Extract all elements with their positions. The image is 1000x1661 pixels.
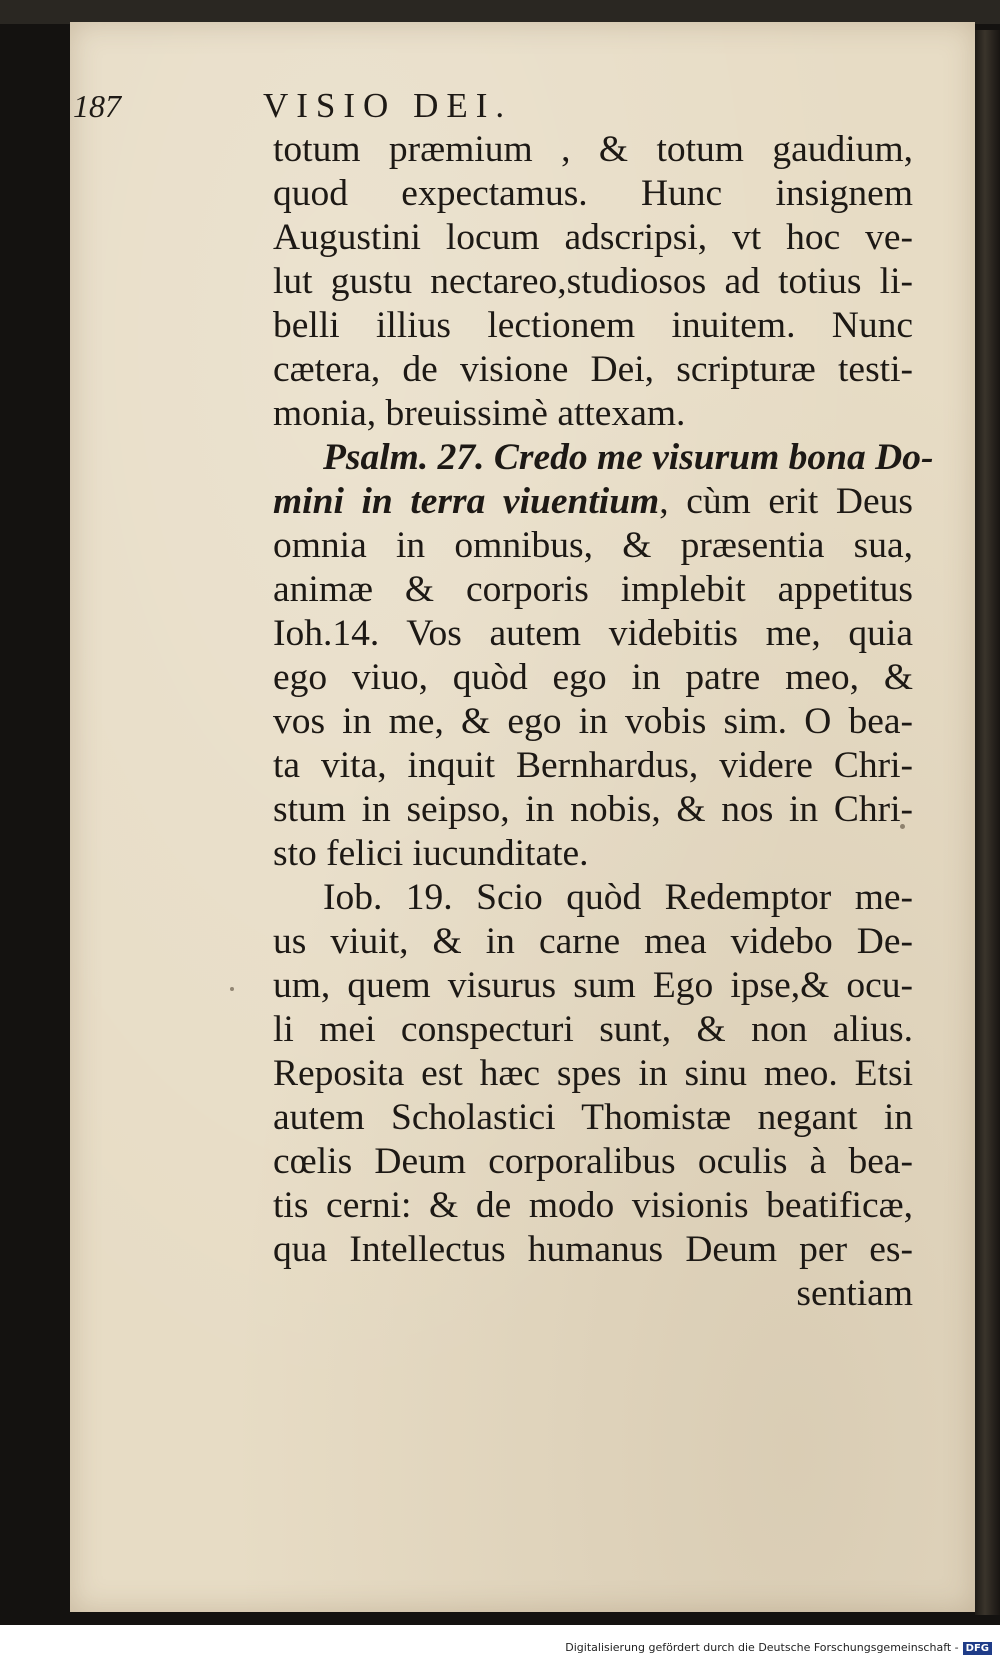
- text-line: Ioh.14. Vos autem videbitis me, quia: [273, 613, 913, 654]
- text-line: lut gustu nectareo,studiosos ad totius li-: [273, 261, 913, 302]
- text-line: tis cerni: & de modo visionis beatificæ,: [273, 1185, 913, 1226]
- page-body-text: [273, 128, 934, 1316]
- text-line: Iob. 19. Scio quòd Redemptor me-: [323, 877, 913, 918]
- text-line: qua Intellectus humanus Deum per es-: [273, 1229, 913, 1270]
- text-line: ta vita, inquit Bernhardus, videre Chri-: [273, 745, 913, 786]
- running-head-title: VISIO DEI.: [263, 86, 513, 125]
- text-line: cætera, de visione Dei, scripturæ testi-: [273, 349, 913, 390]
- text-line: stum in seipso, in nobis, & nos in Chri-: [273, 789, 913, 830]
- psalm-line-rest: , cùm erit Deus: [659, 481, 913, 522]
- scan-top-edge: [0, 0, 1000, 24]
- text-line: ego viuo, quòd ego in patre meo, &: [273, 657, 913, 698]
- psalm-citation-cont: mini in terra viuentium: [273, 481, 660, 522]
- digitization-credit: [565, 1641, 992, 1655]
- text-line: vos in me, & ego in vobis sim. O bea-: [273, 701, 913, 742]
- text-line: li mei conspecturi sunt, & non alius.: [273, 1009, 913, 1050]
- text-line: quod expectamus. Hunc insignem: [273, 173, 913, 214]
- paper-speck: [230, 987, 234, 991]
- text-line: animæ & corporis implebit appetitus: [273, 569, 913, 610]
- text-line: cœlis Deum corporalibus oculis à bea-: [273, 1141, 913, 1182]
- text-line: Reposita est hæc spes in sinu meo. Etsi: [273, 1053, 913, 1094]
- book-fore-edge: [975, 30, 1000, 1615]
- text-line: autem Scholastici Thomistæ negant in: [273, 1097, 913, 1138]
- text-line: belli illius lectionem inuitem. Nunc: [273, 305, 913, 346]
- text-line: sto felici iucunditate.: [273, 833, 589, 874]
- text-line: monia, breuissimè attexam.: [273, 393, 686, 434]
- page-number: 187: [73, 88, 121, 124]
- text-line: Augustini locum adscripsi, vt hoc ve-: [273, 217, 913, 258]
- psalm-citation: Psalm. 27. Credo me visurum bona Do-: [323, 437, 934, 478]
- digitization-credit-text: Digitalisierung gefördert durch die Deutsche Forschungsgemeinschaft -: [565, 1641, 959, 1654]
- dfg-logo-icon: DFG: [963, 1642, 992, 1655]
- text-line: [273, 480, 913, 524]
- text-line: omnia in omnibus, & præsentia sua,: [273, 525, 913, 566]
- catchword: sentiam: [796, 1273, 913, 1314]
- text-line: us viuit, & in carne mea videbo De-: [273, 921, 913, 962]
- text-line: um, quem visurus sum Ego ipse,& ocu-: [273, 965, 913, 1006]
- text-line: totum præmium , & totum gaudium,: [273, 129, 913, 170]
